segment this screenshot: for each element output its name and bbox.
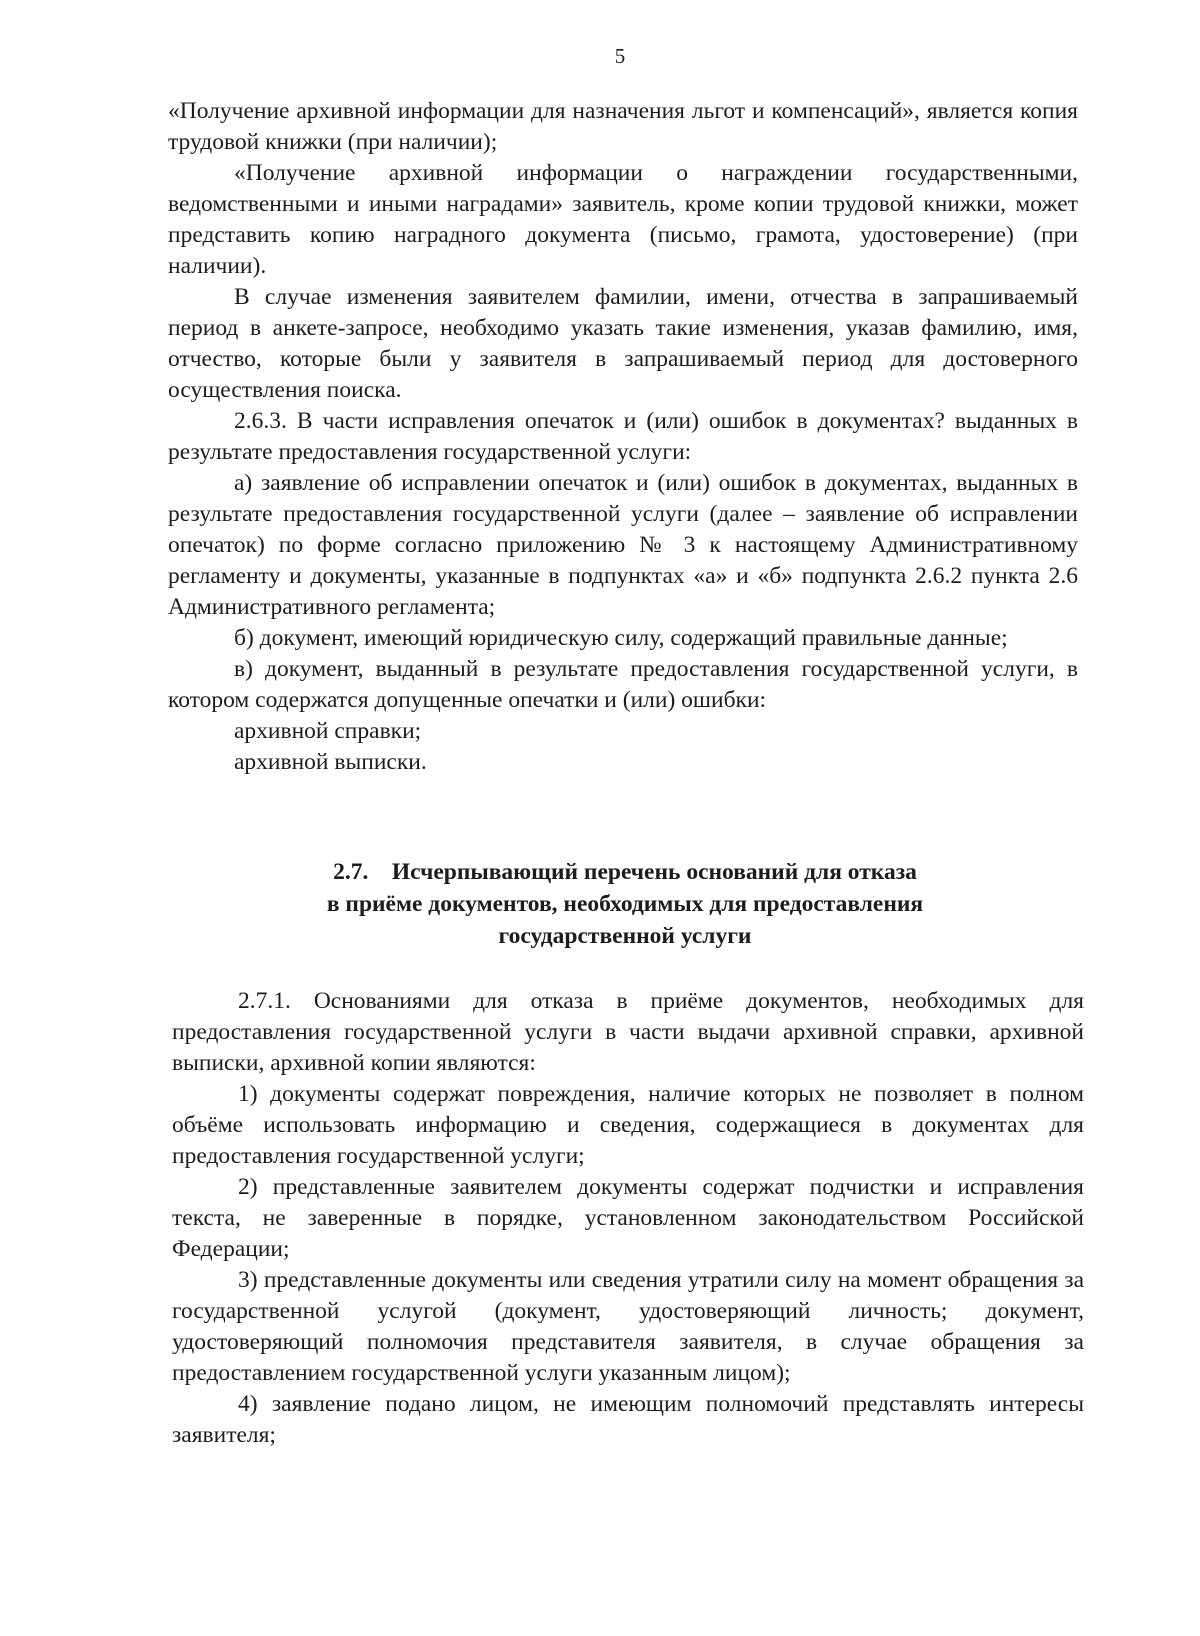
paragraph-archive-awards: «Получение архивной информации о награждении государственными, ведомственными и иными наградами» заявитель, кроме копии трудовой книжки, может представить копию наградного документа (письмо, грамота, удостоверение) (при наличии).: [168, 160, 1078, 279]
bottom-text-block: [172, 986, 1084, 1451]
section-heading-line-2: в приёме документов, необходимых для предоставления: [326, 891, 924, 917]
paragraph-item-a: а) заявление об исправлении опечаток и (или) ошибок в документах, выданных в результате предоставления государственной услуги (далее – заявление об исправлении опечаток) по форме согласно приложению № 3 к настоящему Административному регламенту и документы, указанные в подпунктах «а» и «б» подпункта 2.6.2 пункта 2.6 Административного регламента;: [168, 470, 1078, 620]
paragraph-2-6-3: 2.6.3. В части исправления опечаток и (или) ошибок в документах? выданных в результате предоставления государственной услуги:: [168, 408, 1078, 465]
section-heading-2-7: [250, 856, 1000, 952]
list-item-archive-certificate: архивной справки;: [234, 718, 422, 744]
paragraph-item-v: в) документ, выданный в результате предоставления государственной услуги, в котором содержатся допущенные опечатки и (или) ошибки:: [168, 656, 1078, 713]
paragraph-2-7-1: 2.7.1. Основаниями для отказа в приёме документов, необходимых для предоставления государственной услуги в части выдачи архивной справки, архивной выписки, архивной копии являются:: [172, 988, 1084, 1076]
paragraph-item-2: 2) представленные заявителем документы содержат подчистки и исправления текста, не заверенные в порядке, установленном законодательством Российской Федерации;: [172, 1174, 1084, 1262]
paragraph-archive-benefits: «Получение архивной информации для назначения льгот и компенсаций», является копия трудовой книжки (при наличии);: [168, 98, 1078, 155]
paragraph-name-change: В случае изменения заявителем фамилии, имени, отчества в запрашиваемый период в анкете-запросе, необходимо указать такие изменения, указав фамилию, имя, отчество, которые были у заявителя в запрашиваемый период для достоверного осуществления поиска.: [168, 284, 1078, 403]
section-heading-line-3: государственной услуги: [498, 923, 752, 949]
paragraph-item-1: 1) документы содержат повреждения, наличие которых не позволяет в полном объёме использовать информацию и сведения, содержащиеся в документах для предоставления государственной услуги;: [172, 1081, 1084, 1169]
paragraph-item-3: 3) представленные документы или сведения утратили силу на момент обращения за государственной услугой (документ, удостоверяющий личность; документ, удостоверяющий полномочия представителя заявителя, в случае обращения за предоставлением государственной услуги указанным лицом);: [172, 1267, 1084, 1386]
paragraph-item-4: 4) заявление подано лицом, не имеющим полномочий представлять интересы заявителя;: [172, 1391, 1084, 1448]
section-heading-line-1: 2.7. Исчерпывающий перечень оснований для отказа: [333, 859, 917, 885]
page-number: 5: [614, 44, 626, 68]
top-text-block: [168, 96, 1078, 778]
list-item-archive-extract: архивной выписки.: [234, 749, 427, 775]
paragraph-item-b: б) документ, имеющий юридическую силу, содержащий правильные данные;: [234, 625, 1008, 651]
